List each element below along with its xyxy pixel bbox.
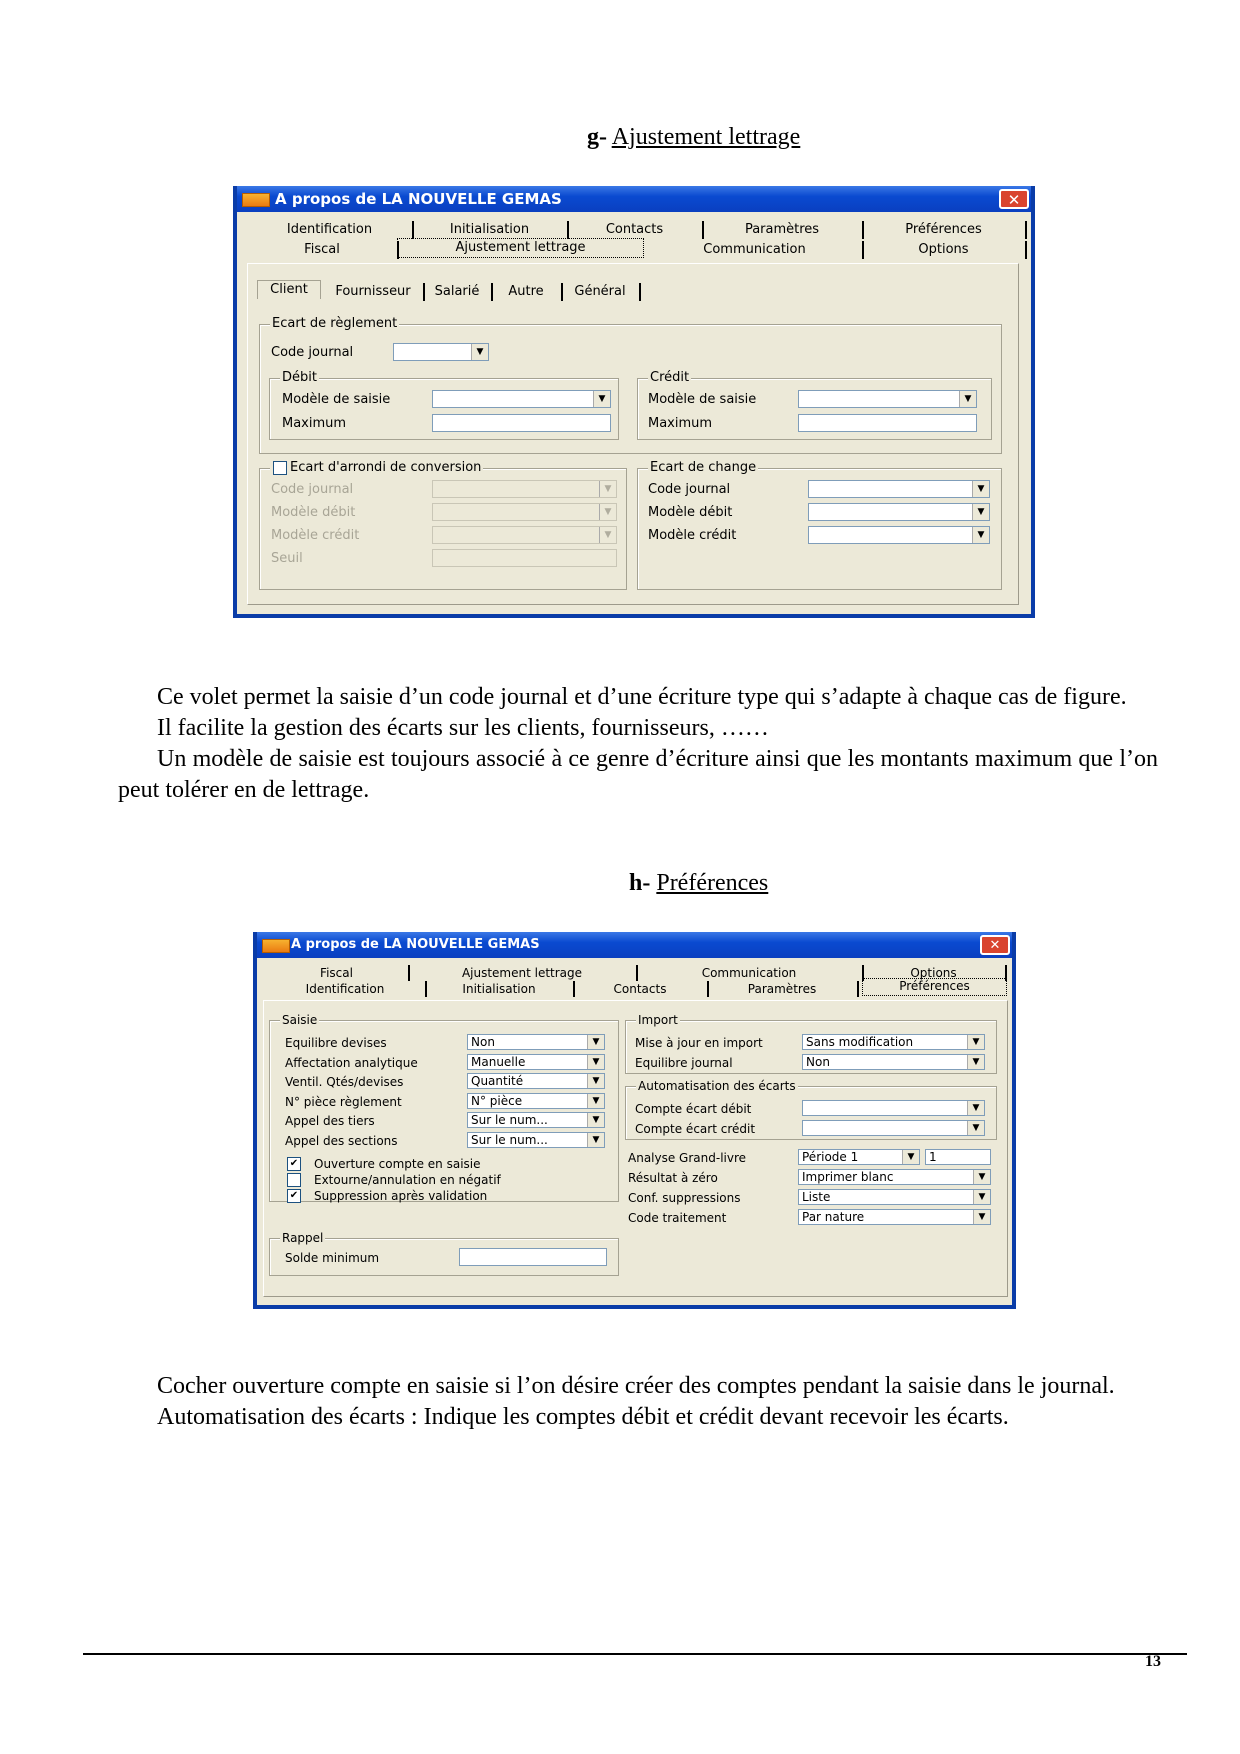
solde-minimum-input[interactable] — [459, 1248, 607, 1266]
saisie-label: Appel des sections — [285, 1134, 398, 1148]
arrondi-modele-credit-select[interactable] — [432, 526, 617, 544]
mise-a-jour-label: Mise à jour en import — [635, 1036, 763, 1050]
compte-ecart-credit-label: Compte écart crédit — [635, 1122, 756, 1136]
tab-fiscal[interactable]: Fiscal — [247, 241, 399, 259]
title-bar[interactable] — [253, 932, 1016, 958]
section-heading-g — [587, 124, 800, 151]
change-modele-credit-label: Modèle crédit — [648, 528, 737, 543]
tab-identification[interactable]: Identification — [247, 221, 414, 239]
saisie-select[interactable] — [467, 1054, 605, 1070]
code-traitement-select[interactable] — [798, 1209, 991, 1225]
dialog-preferences — [253, 932, 1016, 1309]
saisie-label: Ventil. Qtés/devises — [285, 1075, 404, 1089]
modele-saisie-debit-label: Modèle de saisie — [282, 392, 391, 407]
chevron-down-icon: ▼ — [587, 1133, 604, 1147]
chevron-down-icon: ▼ — [599, 504, 616, 520]
tab-contacts[interactable]: Contacts — [567, 221, 704, 239]
maximum-debit-input[interactable] — [432, 414, 611, 432]
checkbox-ouverture-compte[interactable]: ✔ — [287, 1157, 301, 1171]
arrondi-seuil-label: Seuil — [271, 551, 303, 566]
select-value: Sans modification — [806, 1035, 914, 1049]
maximum-credit-input[interactable] — [798, 414, 977, 432]
code-journal-label: Code journal — [271, 345, 354, 360]
subtab-salarie[interactable]: Salarié — [423, 283, 493, 301]
select-value: Sur le num... — [471, 1113, 548, 1127]
tab-contacts[interactable]: Contacts — [573, 981, 709, 997]
resultat-zero-select[interactable] — [798, 1169, 991, 1185]
checkbox-suppression[interactable]: ✔ — [287, 1189, 301, 1203]
paragraph-ajustement — [118, 682, 1158, 806]
dialog-ajustement-lettrage — [233, 186, 1035, 618]
chevron-down-icon: ▼ — [973, 1170, 990, 1184]
checkbox-label: Suppression après validation — [314, 1189, 488, 1203]
subtab-fournisseur[interactable]: Fournisseur — [323, 283, 425, 301]
compte-ecart-debit-label: Compte écart débit — [635, 1102, 752, 1116]
select-value: Quantité — [471, 1074, 524, 1088]
section-letter: g- — [587, 124, 607, 150]
chevron-down-icon: ▼ — [593, 391, 610, 407]
maximum-debit-label: Maximum — [282, 416, 347, 431]
select-value: N° pièce — [471, 1094, 523, 1108]
checkbox-label: Extourne/annulation en négatif — [314, 1173, 501, 1187]
change-modele-debit-select[interactable] — [808, 503, 990, 521]
modele-saisie-credit-select[interactable] — [798, 390, 977, 408]
compte-ecart-credit-select[interactable] — [802, 1120, 985, 1136]
modele-saisie-debit-select[interactable] — [432, 390, 611, 408]
subtab-row — [257, 283, 677, 301]
chevron-down-icon: ▼ — [599, 527, 616, 543]
select-value: Non — [806, 1055, 830, 1069]
chevron-down-icon: ▼ — [959, 391, 976, 407]
tab-ajustement-lettrage[interactable]: Ajustement lettrage — [408, 965, 638, 981]
chevron-down-icon: ▼ — [972, 481, 989, 497]
chevron-down-icon: ▼ — [587, 1055, 604, 1069]
select-value: Liste — [802, 1190, 831, 1204]
paragraph-line: Automatisation des écarts : Indique les comptes débit et crédit devant recevoir les écarts. — [157, 1404, 1009, 1430]
group-title: Rappel — [282, 1231, 324, 1245]
conf-suppressions-label: Conf. suppressions — [628, 1191, 741, 1205]
code-traitement-label: Code traitement — [628, 1211, 727, 1225]
select-value: Imprimer blanc — [802, 1170, 894, 1184]
tab-communication[interactable]: Communication — [636, 965, 864, 981]
equilibre-journal-select[interactable] — [802, 1054, 985, 1070]
mise-a-jour-select[interactable] — [802, 1034, 985, 1050]
compte-ecart-debit-select[interactable] — [802, 1100, 985, 1116]
checkbox-label: Ouverture compte en saisie — [314, 1157, 481, 1171]
page-number: 13 — [1145, 1653, 1161, 1670]
subtab-client[interactable]: Client — [257, 280, 321, 299]
solde-minimum-label: Solde minimum — [285, 1251, 380, 1265]
tab-initialisation[interactable]: Initialisation — [425, 981, 575, 997]
arrondi-code-journal-select[interactable] — [432, 480, 617, 498]
group-title: Crédit — [650, 370, 690, 385]
checkbox-extourne[interactable] — [287, 1173, 301, 1187]
tab-ajustement-lettrage[interactable]: Ajustement lettrage — [397, 238, 644, 258]
saisie-label: Equilibre devises — [285, 1036, 387, 1050]
tab-options[interactable]: Options — [862, 241, 1027, 259]
paragraph-line: Il facilite la gestion des écarts sur les clients, fournisseurs, …… — [157, 715, 769, 741]
saisie-label: N° pièce règlement — [285, 1095, 402, 1109]
saisie-select[interactable] — [467, 1112, 605, 1128]
section-heading-h — [629, 870, 768, 897]
arrondi-modele-debit-label: Modèle débit — [271, 505, 356, 520]
chevron-down-icon: ▼ — [471, 344, 488, 360]
tab-preferences[interactable]: Préférences — [862, 221, 1027, 239]
arrondi-modele-credit-label: Modèle crédit — [271, 528, 360, 543]
ecart-arrondi-checkbox[interactable] — [273, 461, 287, 475]
section-title: Préférences — [656, 870, 769, 896]
select-value: Manuelle — [471, 1055, 526, 1069]
resultat-zero-label: Résultat à zéro — [628, 1171, 718, 1185]
chevron-down-icon: ▼ — [972, 504, 989, 520]
saisie-select[interactable] — [467, 1132, 605, 1148]
title-bar[interactable] — [233, 186, 1035, 212]
group-title: Saisie — [282, 1013, 318, 1027]
conf-suppressions-select[interactable] — [798, 1189, 991, 1205]
chevron-down-icon: ▼ — [967, 1055, 984, 1069]
group-title: Ecart de règlement — [272, 316, 398, 331]
close-icon[interactable]: ✕ — [980, 935, 1010, 955]
equilibre-journal-label: Equilibre journal — [635, 1056, 733, 1070]
window-title: A propos de LA NOUVELLE GEMAS — [291, 937, 540, 952]
saisie-label: Affectation analytique — [285, 1056, 418, 1070]
saisie-label: Appel des tiers — [285, 1114, 375, 1128]
saisie-select[interactable] — [467, 1034, 605, 1050]
subtab-general[interactable]: Général — [561, 283, 641, 301]
group-title: Ecart de change — [650, 460, 757, 475]
group-title: Ecart d'arrondi de conversion — [270, 460, 483, 476]
app-icon — [262, 939, 290, 953]
section-letter: h- — [629, 870, 651, 896]
select-value: Sur le num... — [471, 1133, 548, 1147]
analyse-grand-livre-label: Analyse Grand-livre — [628, 1151, 747, 1165]
chevron-down-icon: ▼ — [587, 1074, 604, 1088]
change-code-journal-select[interactable] — [808, 480, 990, 498]
app-icon — [242, 193, 270, 207]
tab-row-1 — [247, 221, 1027, 239]
arrondi-modele-debit-select[interactable] — [432, 503, 617, 521]
tab-initialisation[interactable]: Initialisation — [412, 221, 569, 239]
tab-parametres[interactable]: Paramètres — [702, 221, 864, 239]
close-icon[interactable]: ✕ — [999, 189, 1029, 209]
chevron-down-icon: ▼ — [587, 1094, 604, 1108]
chevron-down-icon: ▼ — [902, 1150, 919, 1164]
window-title: A propos de LA NOUVELLE GEMAS — [275, 190, 562, 208]
tab-preferences[interactable]: Préférences — [862, 978, 1007, 996]
group-title: Import — [638, 1013, 678, 1027]
chevron-down-icon: ▼ — [599, 481, 616, 497]
maximum-credit-label: Maximum — [648, 416, 713, 431]
change-code-journal-label: Code journal — [648, 482, 731, 497]
chevron-down-icon: ▼ — [587, 1035, 604, 1049]
chevron-down-icon: ▼ — [587, 1113, 604, 1127]
chevron-down-icon: ▼ — [972, 527, 989, 543]
select-value: Période 1 — [802, 1150, 859, 1164]
section-title: Ajustement lettrage — [611, 124, 801, 150]
select-value: Par nature — [802, 1210, 865, 1224]
paragraph-line: Ce volet permet la saisie d’un code journal et d’une écriture type qui s’adapte à chaque cas de figure. — [157, 684, 1127, 710]
change-modele-credit-select[interactable] — [808, 526, 990, 544]
subtab-autre[interactable]: Autre — [491, 283, 563, 301]
analyse-grand-livre-number[interactable]: 1 — [925, 1149, 991, 1165]
tab-parametres[interactable]: Paramètres — [707, 981, 859, 997]
chevron-down-icon: ▼ — [967, 1121, 984, 1135]
tab-identification[interactable]: Identification — [265, 981, 427, 997]
chevron-down-icon: ▼ — [967, 1035, 984, 1049]
paragraph-line: Un modèle de saisie est toujours associé à ce genre d’écriture ainsi que les montants maximum que l’on peut tolérer en de lettrage. — [118, 746, 1158, 803]
tab-communication[interactable]: Communication — [647, 241, 864, 259]
analyse-grand-livre-select[interactable] — [798, 1149, 920, 1165]
select-value: Non — [471, 1035, 495, 1049]
group-title: Débit — [282, 370, 317, 385]
tab-row-2 — [265, 981, 1005, 997]
chevron-down-icon: ▼ — [973, 1210, 990, 1224]
footer-rule — [83, 1653, 1187, 1655]
saisie-select[interactable] — [467, 1093, 605, 1109]
chevron-down-icon: ▼ — [973, 1190, 990, 1204]
change-modele-debit-label: Modèle débit — [648, 505, 733, 520]
code-journal-select[interactable] — [393, 343, 489, 361]
saisie-select[interactable] — [467, 1073, 605, 1089]
tab-options[interactable]: Options — [862, 965, 1007, 981]
tab-fiscal[interactable]: Fiscal — [265, 965, 410, 981]
chevron-down-icon: ▼ — [967, 1101, 984, 1115]
arrondi-code-journal-label: Code journal — [271, 482, 354, 497]
paragraph-preferences — [118, 1371, 1158, 1433]
modele-saisie-credit-label: Modèle de saisie — [648, 392, 757, 407]
paragraph-line: Cocher ouverture compte en saisie si l’on désire créer des comptes pendant la saisie dans le journal. — [157, 1373, 1115, 1399]
arrondi-seuil-input[interactable] — [432, 549, 617, 567]
group-title: Automatisation des écarts — [638, 1079, 796, 1093]
tab-row-2 — [247, 241, 1027, 259]
